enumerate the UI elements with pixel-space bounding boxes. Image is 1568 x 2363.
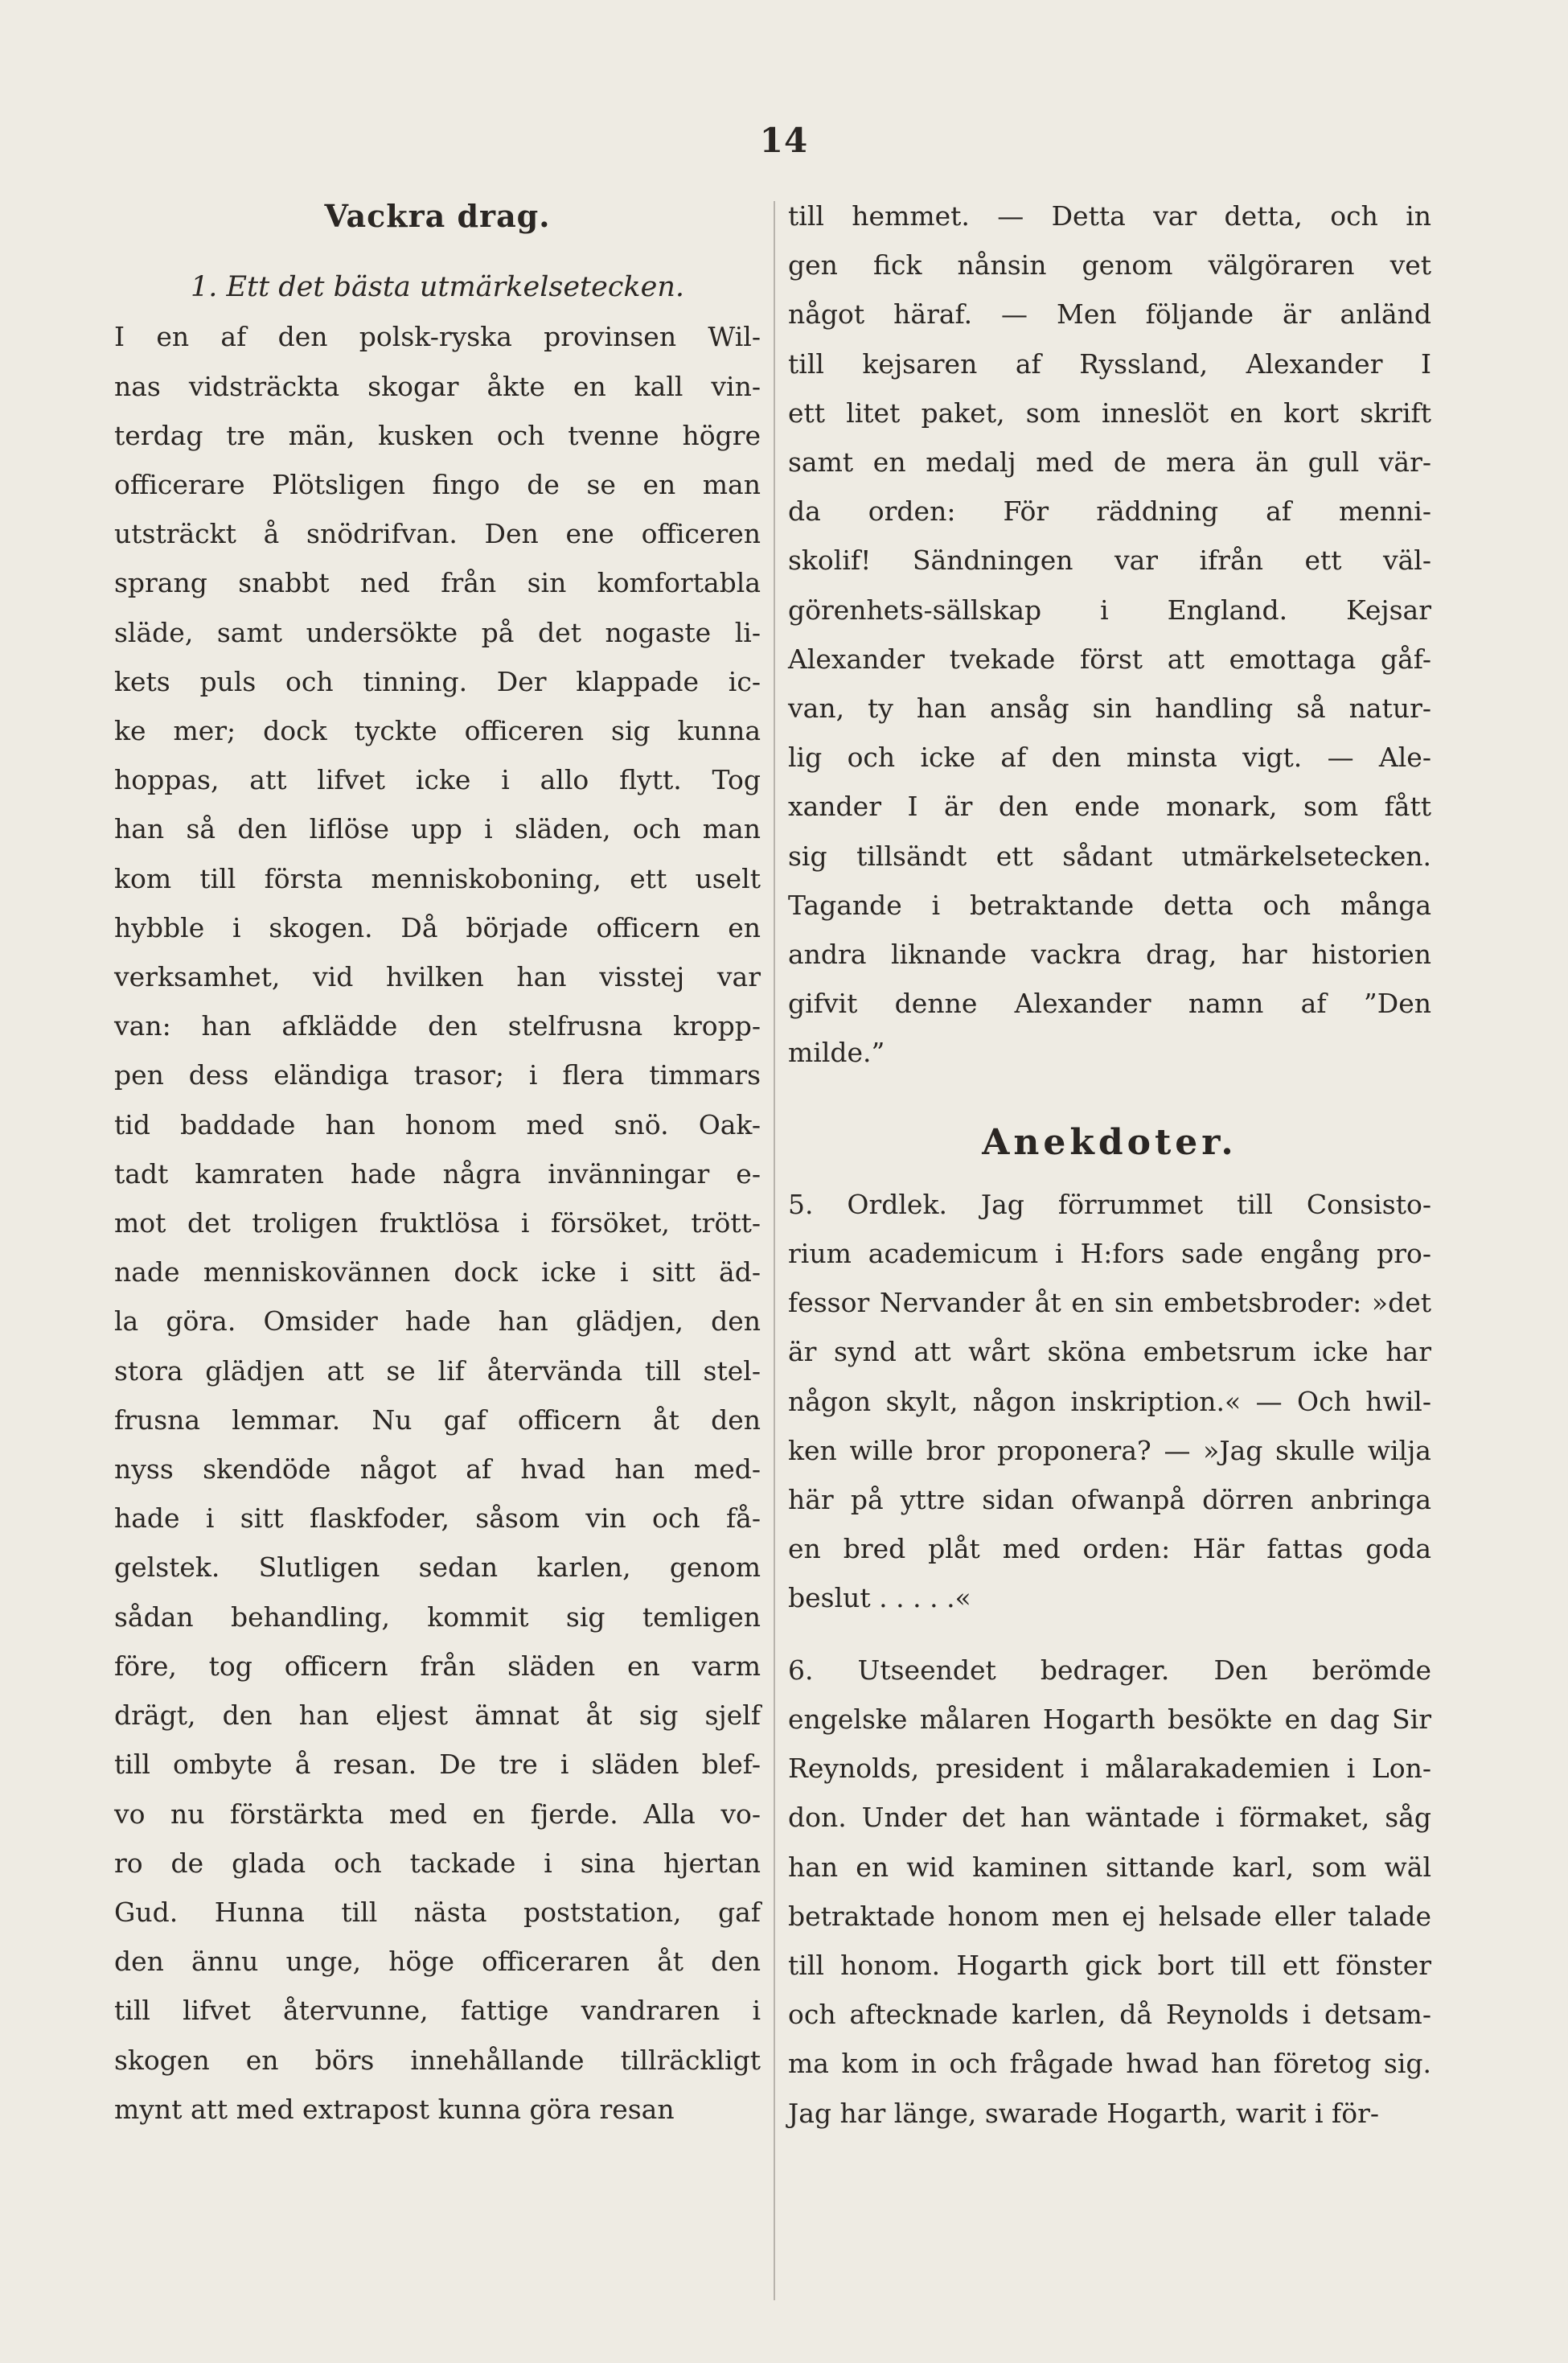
text-line: till lifvet återvunne, fattige vandraren i [114,1995,761,2027]
text-line: frusna lemmar. Nu gaf officern åt den [114,1403,761,1436]
text-line: han så den liflöse upp i släden, och man [114,813,761,845]
text-line: någon skylt, någon inskription.« — Och hwil- [788,1385,1431,1417]
text-line: nade menniskovännen dock icke i sitt äd- [114,1256,761,1288]
text-line: betraktade honom men ej helsade eller talade [788,1900,1431,1932]
text-line: van: han afklädde den stelfrusna kropp- [114,1010,761,1042]
text-line: är synd att wårt sköna embetsrum icke har [788,1336,1431,1368]
text-line: sig tillsändt ett sådant utmärkelsetecken. [788,840,1431,872]
text-line: mynt att med extrapost kunna göra resan [114,2093,675,2125]
text-line: Alexander tvekade först att emottaga gåf- [788,643,1431,675]
text-line: drägt, den han eljest ämnat åt sig sjelf [114,1699,761,1732]
text-line: fessor Nervander åt en sin embetsbroder: »det [788,1287,1431,1319]
text-line: sådan behandling, kommit sig temligen [114,1601,761,1633]
text-line: la göra. Omsider hade han glädjen, den [114,1305,761,1338]
text-line: xander I är den ende monark, som fått [788,791,1431,823]
text-line: gen fick nånsin genom välgöraren vet [788,249,1431,282]
left-column [114,191,761,2134]
text-line: sprang snabbt ned från sin komfortabla [114,567,761,599]
text-line: terdag tre män, kusken och tvenne högre [114,419,761,451]
text-line: tadt kamraten hade några invänningar e- [114,1157,761,1190]
text-line: före, tog officern från släden en varm [114,1650,761,1682]
text-line: nas vidsträckta skogar åkte en kall vin- [114,370,761,402]
text-line: kom till första menniskoboning, ett uselt [114,862,761,894]
text-line: officerare Plötsligen fingo de se en man [114,469,761,501]
page-number: 14 [759,121,809,160]
text-line: stora glädjen att se lif återvända till stel- [114,1354,761,1387]
text-line: ett litet paket, som inneslöt en kort skrift [788,397,1431,429]
text-line: pen dess eländiga trasor; i flera timmars [114,1059,761,1091]
text-line: 5. Ordlek. Jag förrummet till Consisto- [788,1188,1431,1220]
text-line: samt en medalj med de mera än gull vär- [788,446,1431,479]
text-line: beslut . . . . .« [788,1582,971,1614]
text-line: andra liknande vackra drag, har historien [788,939,1431,971]
text-line: engelske målaren Hogarth besökte en dag Sir [788,1703,1431,1735]
text-line: hybble i skogen. Då började officern en [114,911,761,943]
text-line: gelstek. Slutligen sedan karlen, genom [114,1551,761,1584]
text-line: han en wid kaminen sittande karl, som wäl [788,1851,1431,1883]
article-continuation [788,191,1431,1078]
text-line: van, ty han ansåg sin handling så natur- [788,692,1431,725]
text-line: Gud. Hunna till nästa poststation, gaf [114,1896,761,1928]
text-line: da orden: För räddning af menni- [788,495,1431,528]
text-line: mot det troligen fruktlösa i försöket, trött- [114,1207,761,1239]
text-line: Tagande i betraktande detta och många [788,889,1431,921]
text-line: en bred plåt med orden: Här fattas goda [788,1533,1431,1565]
text-line: till honom. Hogarth gick bort till ett fönster [788,1949,1431,1981]
text-line: ken wille bror proponera? — »Jag skulle wilja [788,1434,1431,1466]
text-line: skolif! Sändningen var ifrån ett väl- [788,545,1431,577]
anecdote-5 [788,1180,1431,1623]
text-line: Reynolds, president i målarakademien i Lon- [788,1753,1431,1785]
text-line: den ännu unge, höge officeraren åt den [114,1946,761,1978]
text-line: hade i sitt flaskfoder, såsom vin och få- [114,1502,761,1535]
text-line: verksamhet, vid hvilken han visstej var [114,961,761,993]
anecdotes-heading: Anekdoter. [982,1121,1238,1163]
text-line: här på yttre sidan ofwanpå dörren anbringa [788,1484,1431,1516]
text-line: till ombyte å resan. De tre i släden blef- [114,1749,761,1781]
text-line: görenhets-sällskap i England. Kejsar [788,594,1431,626]
text-line: don. Under det han wäntade i förmaket, såg [788,1802,1431,1834]
text-line: ro de glada och tackade i sina hjertan [114,1847,761,1879]
text-line: och aftecknade karlen, då Reynolds i detsam- [788,1999,1431,2031]
text-line: ke mer; dock tyckte officeren sig kunna [114,715,761,747]
right-column [788,191,1431,2138]
text-line: gifvit denne Alexander namn af ”Den [788,988,1431,1020]
text-line: tid baddade han honom med snö. Oak- [114,1108,761,1140]
text-line: till hemmet. — Detta var detta, och in [788,200,1431,232]
text-line: 6. Utseendet bedrager. Den berömde [788,1654,1431,1686]
text-line: utsträckt å snödrifvan. Den ene officeren [114,518,761,550]
text-line: skogen en börs innehållande tillräckligt [114,2044,761,2076]
text-line: hoppas, att lifvet icke i allo flytt. Tog [114,764,761,796]
article-body [114,312,761,2134]
text-line: rium academicum i H:fors sade engång pro- [788,1238,1431,1270]
text-line: lig och icke af den minsta vigt. — Ale- [788,742,1431,774]
text-line: släde, samt undersökte på det nogaste li- [114,616,761,648]
text-line: kets puls och tinning. Der klappade ic- [114,665,761,697]
text-line: vo nu förstärkta med en fjerde. Alla vo- [114,1798,761,1830]
text-line: milde.” [788,1037,885,1069]
text-line: nyss skendöde något af hvad han med- [114,1453,761,1486]
text-line: Jag har länge, swarade Hogarth, warit i för- [788,2097,1380,2129]
text-line: I en af den polsk-ryska provinsen Wil- [114,321,761,353]
section-title: Vackra drag. [324,198,551,234]
anecdote-6 [788,1646,1431,2138]
column-divider [774,201,775,2300]
text-line: ma kom in och frågade hwad han företog sig. [788,2048,1431,2080]
text-line: något häraf. — Men följande är anländ [788,298,1431,331]
text-line: till kejsaren af Ryssland, Alexander I [788,347,1431,380]
article-title: 1. Ett det bästa utmärkelsetecken. [190,271,685,304]
